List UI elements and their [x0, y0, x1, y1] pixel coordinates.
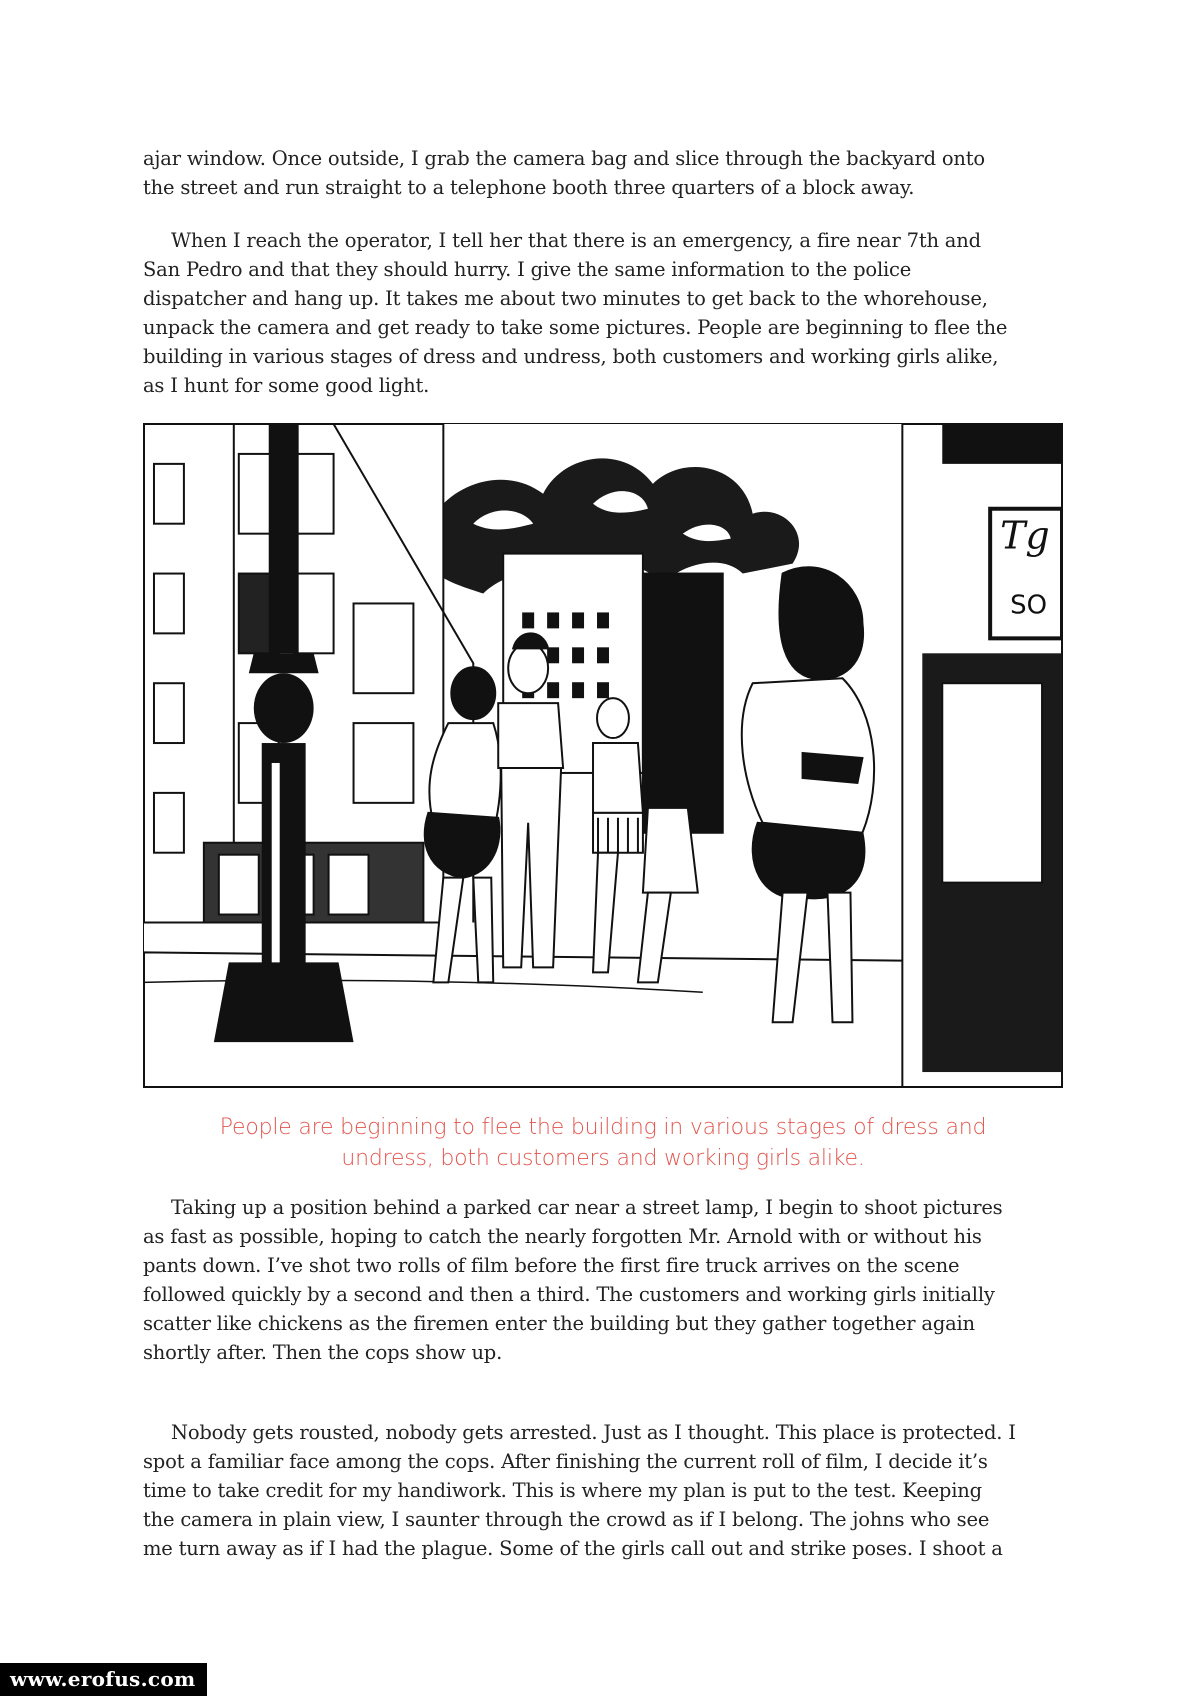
paragraph-line: shortly after. Then the cops show up.	[143, 1341, 503, 1364]
paragraph-line: as fast as possible, hoping to catch the nearly forgotten Mr. Arnold with or without his	[143, 1225, 982, 1248]
paragraph-1	[143, 144, 1063, 202]
paragraph-line: Nobody gets rousted, nobody gets arrested. Just as I thought. This place is protected. I	[171, 1421, 1016, 1444]
paragraph-line: time to take credit for my handiwork. This is where my plan is put to the test. Keeping	[143, 1479, 982, 1502]
sign-text: SO	[1010, 590, 1047, 621]
paragraph-line: as I hunt for some good light.	[143, 374, 430, 397]
paragraph-line: Taking up a position behind a parked car near a street lamp, I begin to shoot pictures	[171, 1196, 1003, 1219]
paragraph-line: followed quickly by a second and then a third. The customers and working girls initially	[143, 1283, 995, 1306]
paragraph-line: When I reach the operator, I tell her that there is an emergency, a fire near 7th and	[171, 229, 981, 252]
paragraph-line: dispatcher and hang up. It takes me about two minutes to get back to the whorehouse,	[143, 287, 988, 310]
image-caption	[143, 1112, 1063, 1174]
paragraph-line: the street and run straight to a telephone booth three quarters of a block away.	[143, 176, 915, 199]
paragraph-line: pants down. I’ve shot two rolls of film before the first fire truck arrives on the scene	[143, 1254, 960, 1277]
paragraph-line: San Pedro and that they should hurry. I give the same information to the police	[143, 258, 912, 281]
paragraph-2	[143, 226, 1063, 400]
caption-line: undress, both customers and working girls alike.	[341, 1146, 865, 1171]
paragraph-3	[143, 1193, 1063, 1367]
paragraph-line: unpack the camera and get ready to take some pictures. People are beginning to flee the	[143, 316, 1008, 339]
paragraph-line: building in various stages of dress and undress, both customers and working girls alike,	[143, 345, 999, 368]
caption-line: People are beginning to flee the building in various stages of dress and	[219, 1115, 987, 1140]
sign-script: Tg	[1000, 513, 1050, 558]
paragraph-line: scatter like chickens as the firemen enter the building but they gather together again	[143, 1312, 975, 1335]
street-scene-drawing	[144, 424, 1062, 1087]
watermark-link[interactable]: www.erofus.com	[0, 1663, 207, 1696]
paragraph-line: the camera in plain view, I saunter through the crowd as if I belong. The johns who see	[143, 1508, 990, 1531]
paragraph-line: me turn away as if I had the plague. Some of the girls call out and strike poses. I shoot a	[143, 1537, 1003, 1560]
paragraph-line: ajar window. Once outside, I grab the camera bag and slice through the backyard onto	[143, 147, 985, 170]
paragraph-4	[143, 1418, 1063, 1563]
comic-illustration	[143, 423, 1063, 1088]
paragraph-line: spot a familiar face among the cops. After finishing the current roll of film, I decide it’s	[143, 1450, 988, 1473]
